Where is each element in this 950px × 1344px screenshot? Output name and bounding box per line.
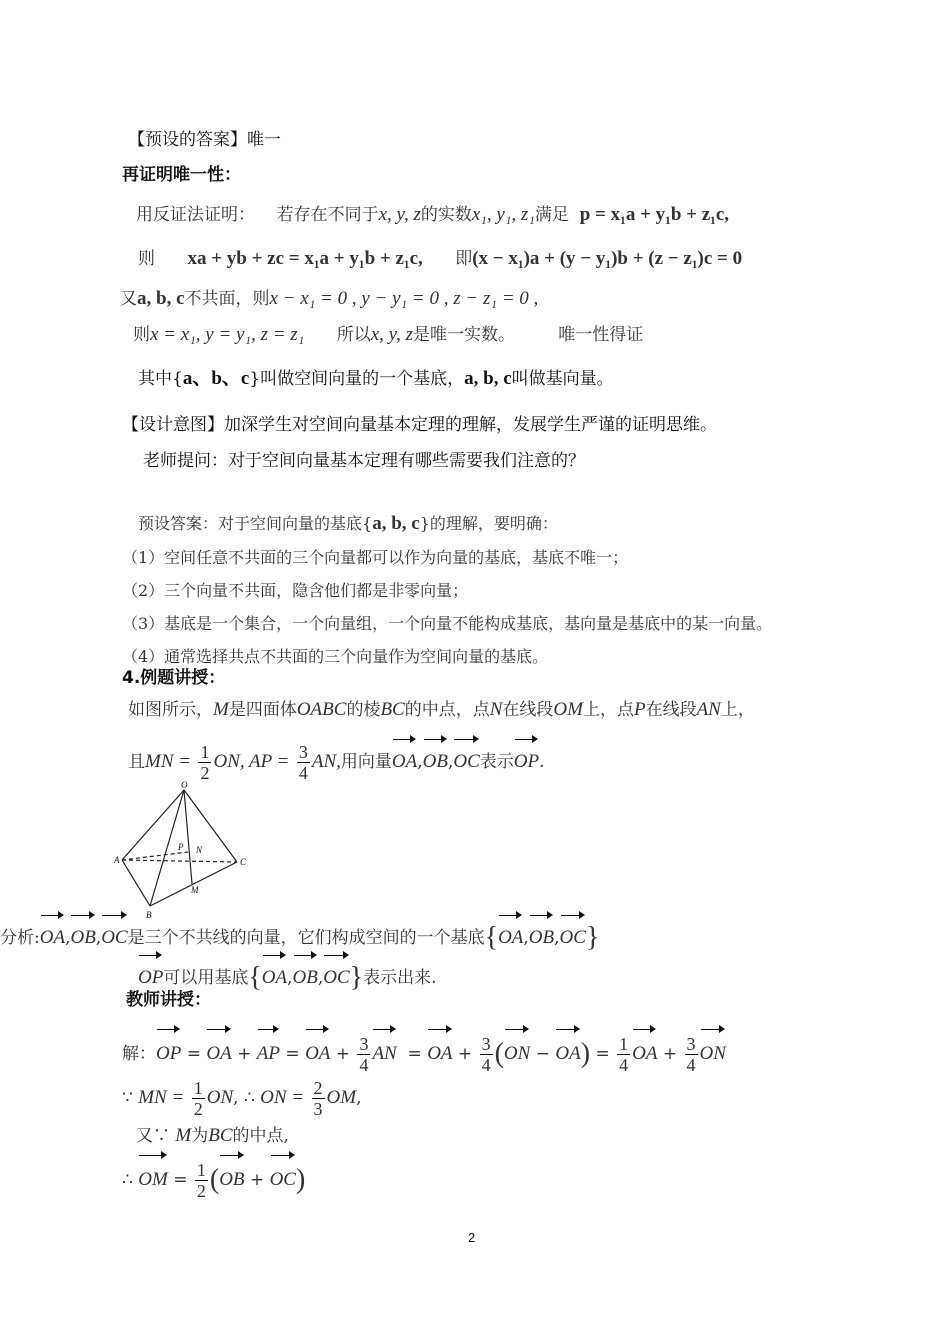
vec-OC: OC	[270, 1152, 296, 1202]
analysis-line-1: 分析:OA,OB,OC是三个不共线的向量，它们构成空间的一个基底{OA,OB,OC}	[0, 912, 599, 958]
then-line	[138, 247, 742, 271]
frac-den: 2	[196, 1181, 206, 1201]
frac-num: 1	[196, 1160, 206, 1180]
problem-t5: 在线段	[502, 700, 554, 720]
teacher-question: 老师提问：对于空间向量基本定理有哪些需要我们注意的？	[143, 451, 585, 471]
edge-AB	[122, 860, 150, 906]
vec-OB: OB	[529, 912, 554, 958]
problem-OABC: OABC	[296, 699, 347, 720]
therefore-formula: x = x₁, y = y₁, z = z₁	[150, 324, 305, 345]
brace-close: }	[349, 962, 364, 993]
problem-t10: 用向量	[340, 752, 392, 772]
analysis-text: 是三个不共线的向量，它们构成空间的一个基底	[127, 928, 485, 948]
vec-OB: OB	[70, 912, 95, 958]
therefore-line	[133, 323, 643, 347]
frac-num: 1	[200, 742, 210, 762]
because-symbol: ∵	[122, 1088, 133, 1108]
frac-den: 2	[193, 1099, 203, 1119]
basis-v2: a, b, c	[464, 368, 512, 389]
vec-OC: OC	[101, 912, 127, 958]
problem-line-2: 且MN = $\frac{1}{2}$ ON, AP = $\frac{3}{4}$ AN,用向量OA,OB,OC表示OP.	[128, 736, 545, 783]
problem-P: P	[633, 699, 646, 720]
also-because: 又∵	[136, 1126, 170, 1146]
vec-OA: OA	[262, 952, 287, 998]
problem-t9: 且	[128, 752, 145, 772]
solution-line-2: ∵ MN = $\frac{1}{2}$ ON, ∴ ON = $\frac{2}{3}$ OM,	[122, 1078, 362, 1119]
solution-line-3	[136, 1124, 289, 1148]
example-heading: 4.例题讲授：	[122, 668, 226, 688]
therefore-text2: 是唯一实数。	[412, 325, 515, 345]
vec-OC: OC	[453, 736, 479, 782]
therefore-vars: x, y, z	[370, 324, 413, 345]
noncoplanar-text: 不共面，则	[184, 289, 270, 309]
preset2-text2: }的理解，要明确：	[419, 514, 558, 533]
analysis-text2: 可以用基底	[163, 968, 249, 988]
noncoplanar-line	[120, 287, 538, 311]
note-4: （4）通常选择共点不共面的三个向量作为空间向量的基底。	[122, 647, 549, 666]
note-1: （1）空间任意不共面的三个向量都可以作为向量的基底，基底不唯一；	[122, 548, 629, 567]
prove-heading: 再证明唯一性：	[122, 165, 241, 185]
problem-t3: 的棱	[346, 700, 381, 720]
frac-den: 4	[359, 1055, 369, 1075]
then-lead2: 即	[455, 249, 473, 269]
paren-open: (	[209, 1164, 220, 1195]
label-O: O	[181, 780, 188, 790]
problem-t8: 上，	[720, 700, 755, 720]
solution-line-4: ∴ OM = $\frac{1}{2}$ (OB + OC)	[122, 1152, 305, 1202]
design-intent: 【设计意图】加深学生对空间向量基本定理的理解，发展学生严谨的证明思维。	[122, 415, 717, 435]
analysis-line-2: OP可以用基底{OA,OB,OC}表示出来.	[138, 952, 437, 998]
contradiction-clause1: 若存在不同于	[276, 205, 379, 225]
label-B: B	[146, 910, 152, 920]
frac-den: 4	[686, 1055, 696, 1075]
frac-num: 1	[193, 1078, 203, 1098]
vec-OP: OP	[156, 1026, 181, 1076]
paren-open: (	[494, 1038, 504, 1069]
problem-t4: 的中点，点	[404, 700, 490, 720]
label-N: N	[196, 845, 203, 855]
analysis-lead: 分析:	[0, 928, 40, 948]
therefore-symbol: ∴	[122, 1170, 133, 1190]
preset2-text1: 预设答案：对于空间向量的基底{	[138, 514, 373, 533]
note-3: （3）基底是一个集合，一个向量组，一个向量不能构成基底，基向量是基底中的某一向量。	[122, 614, 773, 633]
analysis-text3: 表示出来.	[363, 968, 437, 988]
vec-OC: OC	[323, 952, 349, 998]
problem-BC: BC	[208, 1125, 233, 1146]
segment-OM	[184, 790, 192, 884]
contradiction-lead: 用反证法证明：	[136, 205, 255, 225]
vec-OB: OB	[423, 736, 448, 782]
problem-MN: MN =	[145, 751, 192, 772]
frac-den: 4	[619, 1055, 629, 1075]
preset-answer-line	[128, 128, 281, 152]
solution-lead: 解：	[122, 1044, 156, 1064]
vec-OA: OA	[305, 1026, 330, 1076]
therefore-text3: 唯一性得证	[558, 325, 644, 345]
frac-den: 2	[200, 763, 210, 783]
contradiction-vars: x, y, z	[378, 204, 421, 225]
problem-MN: MN =	[138, 1087, 185, 1108]
frac-three-quarter	[480, 1034, 493, 1075]
problem-N: N	[489, 699, 503, 720]
problem-M: M	[175, 1125, 192, 1146]
vec-OC: OC	[560, 912, 586, 958]
solution-line-1: 解：OP = OA + AP = OA + $\frac{3}{4}$ AN = OA + $\frac{3}{4}$ (ON − OA) = $\frac{1}{4}$ OA + $\frac{3}{4}$ ON	[122, 1026, 726, 1076]
frac-num: 3	[359, 1034, 369, 1054]
solution-text-mid: 为	[191, 1126, 209, 1146]
label-P: P	[178, 842, 184, 852]
problem-t11: 表示	[479, 752, 514, 772]
frac-three-quarter	[357, 1034, 370, 1075]
frac-half	[195, 1160, 208, 1201]
frac-num: 3	[481, 1034, 491, 1054]
frac-den: 4	[481, 1055, 491, 1075]
noncoplanar-formula: x − x₁ = 0 , y − y₁ = 0 , z − z₁ = 0 ,	[269, 288, 539, 309]
basis-text1: 其中{	[138, 369, 183, 389]
edge-AC	[122, 860, 237, 862]
contradiction-line	[136, 203, 729, 227]
problem-AN: AN	[696, 699, 721, 720]
label-A: A	[114, 855, 120, 865]
problem-t6: 上，点	[582, 700, 634, 720]
label-C: C	[240, 857, 247, 867]
edge-OA	[122, 790, 184, 860]
preset2-line	[138, 512, 558, 536]
preset-answer-text: 唯一	[247, 130, 281, 150]
label-M: M	[191, 885, 199, 895]
basis-text3: 叫做基向量。	[511, 369, 614, 389]
problem-line-1	[128, 698, 755, 722]
then-formula1: xa + yb + zc = x₁a + y₁b + z₁c,	[187, 248, 423, 269]
contradiction-vars1: x₁, y₁, z₁	[471, 204, 535, 225]
therefore-text1: 所以	[336, 325, 371, 345]
edge-OC	[184, 790, 237, 862]
vec-OA: OA	[206, 1026, 231, 1076]
vec-OA: OA	[392, 736, 417, 782]
vec-OA: OA	[632, 1026, 657, 1076]
vec-OP: OP	[514, 736, 539, 782]
vec-OA: OA	[40, 912, 65, 958]
problem-ON-AP: ON, AP =	[213, 751, 290, 772]
contradiction-clause2: 的实数	[420, 205, 472, 225]
problem-OM: OM	[553, 699, 583, 720]
segment-AN	[122, 852, 188, 860]
vec-OB: OB	[219, 1152, 244, 1202]
tetrahedron-figure	[112, 780, 262, 920]
frac-half	[198, 742, 211, 783]
then-lead: 则	[138, 249, 155, 269]
noncoplanar-vectors: a, b, c	[137, 288, 185, 309]
problem-AN2: AN,	[311, 751, 341, 772]
frac-three-quarter	[685, 1034, 698, 1075]
therefore-lead: 则	[133, 325, 150, 345]
contradiction-clause3: 满足	[534, 205, 569, 225]
noncoplanar-lead: 又	[120, 289, 137, 309]
note-2: （2）三个向量不共面，隐含他们都是非零向量；	[122, 581, 469, 600]
basis-line	[138, 367, 614, 391]
problem-BC: BC	[380, 699, 405, 720]
page-number: 2	[468, 1230, 476, 1245]
edge-BC	[150, 862, 237, 906]
contradiction-formula: p = x₁a + y₁b + z₁c,	[579, 204, 730, 225]
paren-close: )	[295, 1164, 306, 1195]
brace-open: {	[484, 922, 499, 953]
brace-close: }	[585, 922, 600, 953]
frac-quarter: $\frac{1}{4}$	[619, 1034, 629, 1075]
frac-num: 3	[686, 1034, 696, 1054]
frac-num: 3	[298, 742, 308, 762]
vec-OA: OA	[555, 1026, 580, 1076]
problem-t1: 如图所示，	[128, 700, 213, 720]
frac-den: 4	[298, 763, 308, 783]
brace-open: {	[248, 962, 262, 993]
solution-text-mid2: 的中点,	[232, 1126, 289, 1146]
vec-OA: OA	[498, 912, 523, 958]
frac-three-quarter	[297, 742, 310, 783]
vec-OB: OB	[293, 952, 318, 998]
frac-half	[192, 1078, 205, 1119]
basis-text2: }叫做空间向量的一个基底，	[249, 369, 465, 389]
problem-M: M	[213, 699, 229, 720]
preset2-v: a, b, c	[372, 513, 420, 534]
problem-t2: 是四面体	[228, 700, 297, 720]
vec-OA: OA	[427, 1026, 452, 1076]
preset-answer-label: 【预设的答案】	[128, 130, 247, 150]
teacher-lecture: 教师讲授：	[126, 990, 211, 1010]
vec-OP: OP	[138, 952, 163, 998]
basis-v: a、b、c	[182, 368, 250, 389]
problem-t7: 在线段	[645, 700, 697, 720]
paren-close: )	[580, 1038, 591, 1069]
therefore-symbol: ∴	[243, 1088, 255, 1108]
then-formula2: (x − x₁)a + (y − y₁)b + (z − z₁)c = 0	[472, 248, 743, 269]
frac-two-thirds: $\frac{2}{3}$	[313, 1078, 323, 1119]
